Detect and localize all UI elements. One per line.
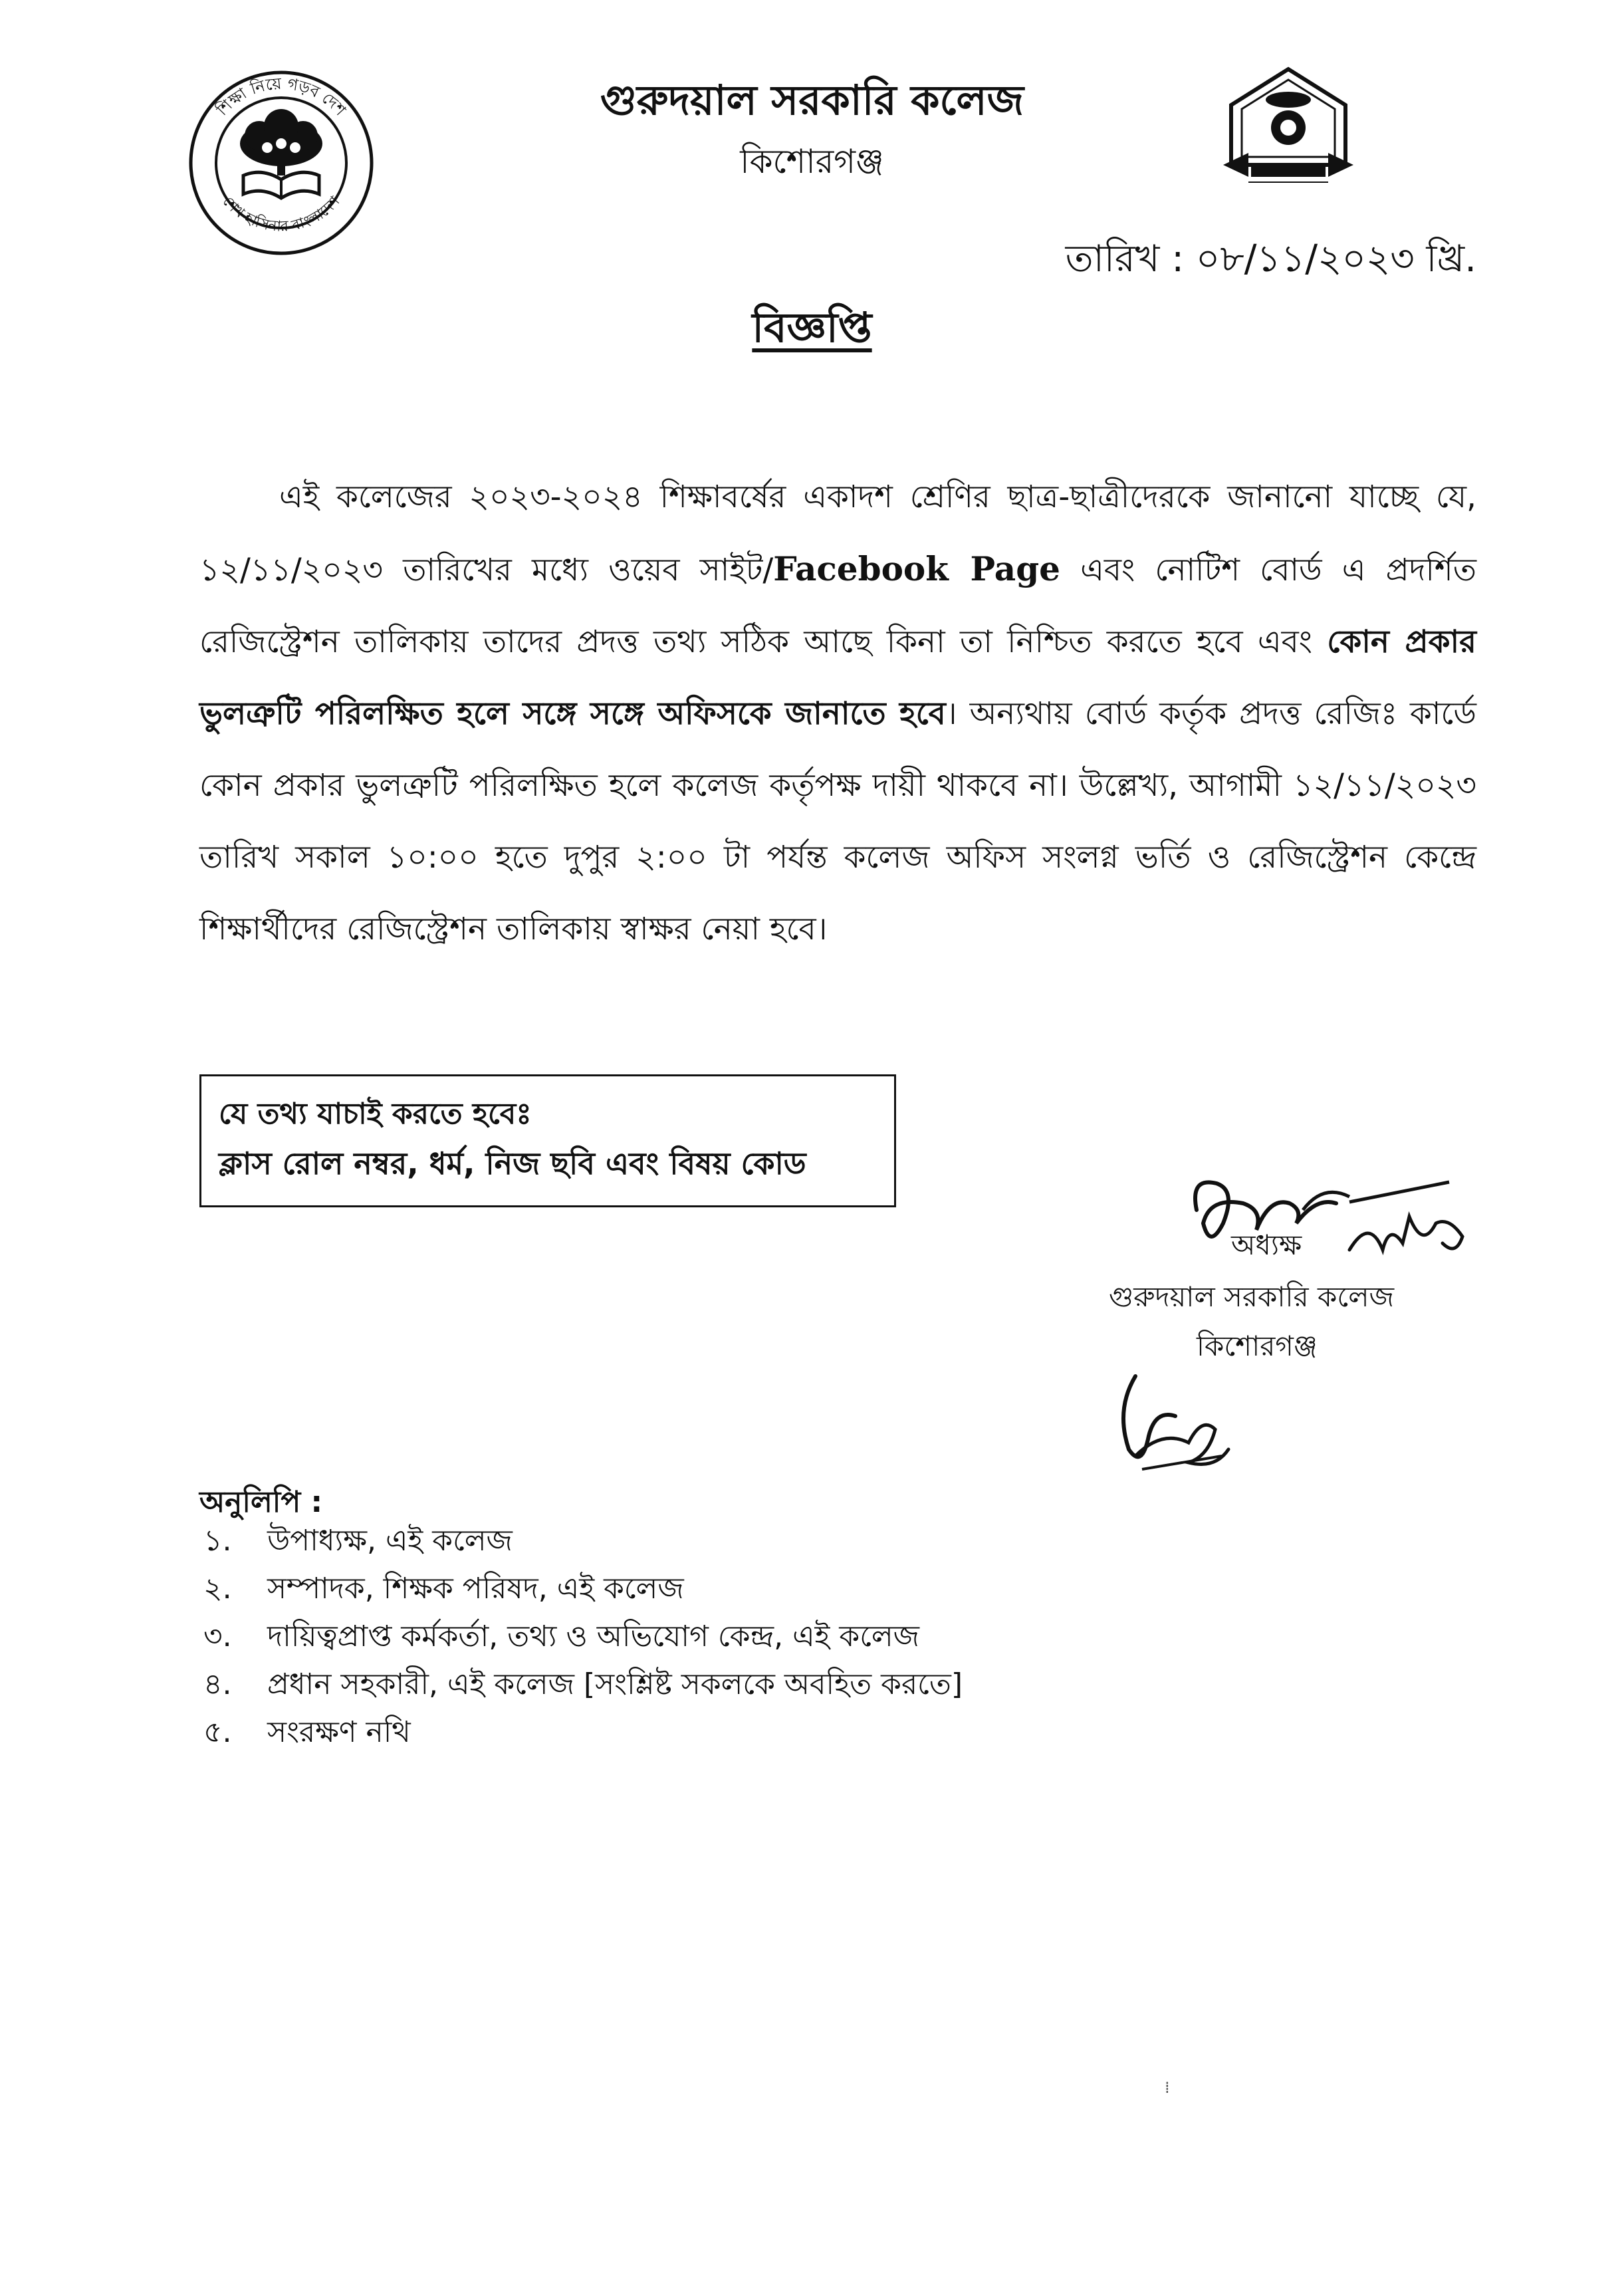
copy-list-item [203, 1613, 963, 1661]
seal-top-text: শিক্ষা নিয়ে গড়ব দেশ [213, 74, 350, 120]
copy-item-text: সংরক্ষণ নথি [267, 1715, 411, 1749]
initial-scribble [1109, 1356, 1242, 1476]
notice-body [199, 461, 1476, 965]
copy-item-number: ৩. [203, 1620, 232, 1653]
copy-list-item [203, 1709, 963, 1756]
body-text-2: এবং নোটিশ বোর্ড এ প্রদর্শিত রেজিস্ট্রেশন তালিকায় তাদের প্রদত্ত তথ্য সঠিক আছে কিনা তা নিশ্চিত করতে হবে এবং [199, 552, 1476, 660]
copy-item-number: ১. [203, 1524, 232, 1558]
verify-box-items: ক্লাস রোল নম্বর, ধর্ম, নিজ ছবি এবং বিষয় কোড [219, 1145, 806, 1181]
signatory-city: কিশোরগঞ্জ [1197, 1330, 1318, 1362]
copy-item-number: ৫. [203, 1715, 232, 1749]
copy-item-number: ৪. [203, 1667, 232, 1701]
copy-item-text: দায়িত্বপ্রাপ্ত কর্মকর্তা, তথ্য ও অভিযোগ কেন্দ্র, এই কলেজ [267, 1620, 920, 1653]
body-facebook-page: Facebook Page [773, 549, 1060, 588]
college-name: গুরুদয়াল সরকারি কলেজ [600, 76, 1024, 124]
copy-list-title: অনুলিপি : [199, 1485, 323, 1519]
copy-item-text: প্রধান সহকারী, এই কলেজ [সংশ্লিষ্ট সকলকে অবহিত করতে] [267, 1667, 963, 1701]
seal-bottom-text: শেখ হাসিনার বাংলাদেশ [219, 193, 344, 235]
copy-item-text: উপাধ্যক্ষ, এই কলেজ [267, 1524, 513, 1558]
copy-list-item [203, 1517, 963, 1565]
verify-box [199, 1074, 896, 1207]
scan-speck: ⁞ [1165, 2078, 1170, 2097]
copy-item-text: সম্পাদক, শিক্ষক পরিষদ, এই কলেজ [267, 1572, 684, 1606]
notice-title [0, 297, 1624, 365]
verify-box-title: যে তথ্য যাচাই করতে হবেঃ [219, 1097, 532, 1131]
body-text-3: । অন্যথায় বোর্ড কর্তৃক প্রদত্ত রেজিঃ কার্ডে কোন প্রকার ভুলত্রুটি পরিলক্ষিত হলে কলেজ কর্তৃপক্ষ দায়ী থাকবে না। উল্লেখ্য, আগামী ১২/১১/২০২৩ তারিখ সকাল ১০:০০ হতে দুপুর ২:০০ টা পর্যন্ত কলেজ অফিস সংলগ্ন ভর্তি ও রেজিস্ট্রেশন কেন্দ্রে শিক্ষার্থীদের রেজিস্ট্রেশন তালিকায় স্বাক্ষর নেয়া হবে। [199, 695, 1477, 947]
notice-date: তারিখ : ০৮/১১/২০২৩ খ্রি. [1065, 237, 1476, 281]
copy-list-item [203, 1661, 963, 1709]
notice-title-text: বিজ্ঞপ্তি [752, 303, 872, 352]
body-emphasis: কোন প্রকার ভুলত্রুটি পরিলক্ষিত হলে সঙ্গে সঙ্গে অফিসকে জানাতে হবে [199, 624, 1476, 732]
copy-list-item [203, 1565, 963, 1613]
college-city: কিশোরগঞ্জ [740, 142, 884, 181]
signatory-college: গুরুদয়াল সরকারি কলেজ [1109, 1280, 1395, 1313]
signatory-role: অধ্যক্ষ [1231, 1229, 1302, 1261]
copy-list [203, 1517, 963, 1756]
copy-item-number: ২. [203, 1572, 232, 1606]
body-text-1: এই কলেজের ২০২৩-২০২৪ শিক্ষাবর্ষের একাদশ শ্রেণির ছাত্র-ছাত্রীদেরকে জানানো যাচ্ছে যে, ১২/১১/২০২৩ তারিখের মধ্যে ওয়েব সাইট/ [199, 479, 1476, 588]
